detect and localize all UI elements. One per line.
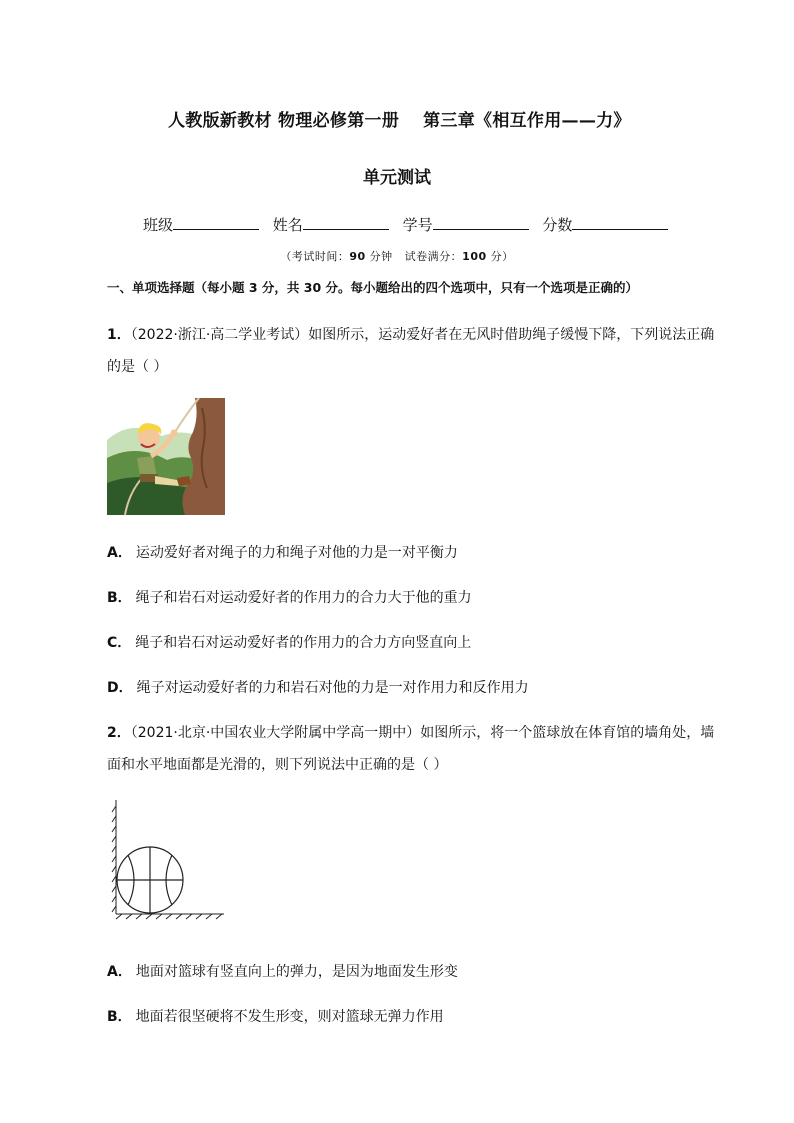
q2-stem-line1: （2021·北京·中国农业大学附属中学高一期中）如图所示，将一个篮球放在体育馆的墙角处，墙	[130, 725, 715, 741]
option-text: 地面若很坚硬将不发生形变，则对篮球无弹力作用	[135, 1009, 444, 1025]
name-blank[interactable]	[303, 215, 389, 230]
basketball-corner-figure	[108, 800, 228, 922]
option-text: 地面对篮球有竖直向上的弹力，是因为地面发生形变	[135, 964, 458, 980]
option-text: 运动爱好者对绳子的力和绳子对他的力是一对平衡力	[135, 545, 458, 561]
option-text: 绳子和岩石对运动爱好者的作用力的合力大于他的重力	[135, 590, 472, 606]
exam-note	[0, 248, 794, 264]
option-letter: D．	[107, 680, 133, 696]
time-unit: 分钟	[369, 250, 393, 263]
q1-option-d[interactable]	[107, 677, 529, 697]
number-field	[403, 214, 529, 235]
q1-option-c[interactable]	[107, 632, 471, 652]
score-blank[interactable]	[572, 215, 668, 230]
time-value: 90	[349, 250, 366, 263]
number-label: 学号	[402, 216, 433, 234]
q1-option-a[interactable]	[107, 542, 458, 562]
section-heading: 一、单项选择题（每小题 3 分，共 30 分。每小题给出的四个选项中，只有一个选项是正确的）	[107, 280, 639, 295]
q1-stem-line1: （2022·浙江·高二学业考试）如图所示，运动爱好者在无风时借助绳子缓慢下降，下列说法正确	[130, 327, 715, 343]
option-letter: A．	[107, 545, 132, 561]
q2-line1	[107, 722, 714, 742]
option-text: 绳子对运动爱好者的力和岩石对他的力是一对作用力和反作用力	[136, 680, 529, 696]
score-label: 分数	[542, 216, 573, 234]
q1-option-b[interactable]	[107, 587, 472, 607]
name-field	[273, 214, 389, 235]
full-label: 试卷满分：	[404, 250, 463, 263]
title-book: 人教版新教材 物理必修第一册	[168, 111, 400, 131]
full-value: 100	[462, 250, 487, 263]
q2-option-b[interactable]	[107, 1006, 444, 1026]
full-unit: 分）	[490, 250, 514, 263]
q2-number: 2．	[107, 725, 131, 741]
student-info-row	[143, 214, 677, 235]
climber-figure	[107, 398, 225, 515]
option-text: 绳子和岩石对运动爱好者的作用力的合力方向竖直向上	[135, 635, 472, 651]
class-blank[interactable]	[173, 215, 259, 230]
option-letter: B．	[107, 590, 132, 606]
option-letter: B．	[107, 1009, 132, 1025]
time-label: （考试时间：	[280, 250, 350, 263]
q2-line2: 面和水平地面都是光滑的，则下列说法中正确的是（ ）	[107, 757, 448, 773]
class-field	[143, 214, 259, 235]
q1-line1	[107, 324, 714, 344]
title-chapter: 第三章《相互作用——力》	[423, 111, 631, 131]
climber-illustration	[107, 398, 225, 515]
score-field	[542, 214, 668, 235]
page-subtitle: 单元测试	[363, 168, 431, 188]
basketball-diagram	[108, 800, 228, 922]
page-title	[168, 106, 631, 131]
class-label: 班级	[143, 216, 174, 234]
name-label: 姓名	[272, 216, 303, 234]
q2-option-a[interactable]	[107, 961, 458, 981]
number-blank[interactable]	[433, 215, 529, 230]
option-letter: C．	[107, 635, 132, 651]
q1-number: 1．	[107, 327, 131, 343]
option-letter: A．	[107, 964, 132, 980]
q1-line2: 的是（ ）	[107, 359, 168, 375]
